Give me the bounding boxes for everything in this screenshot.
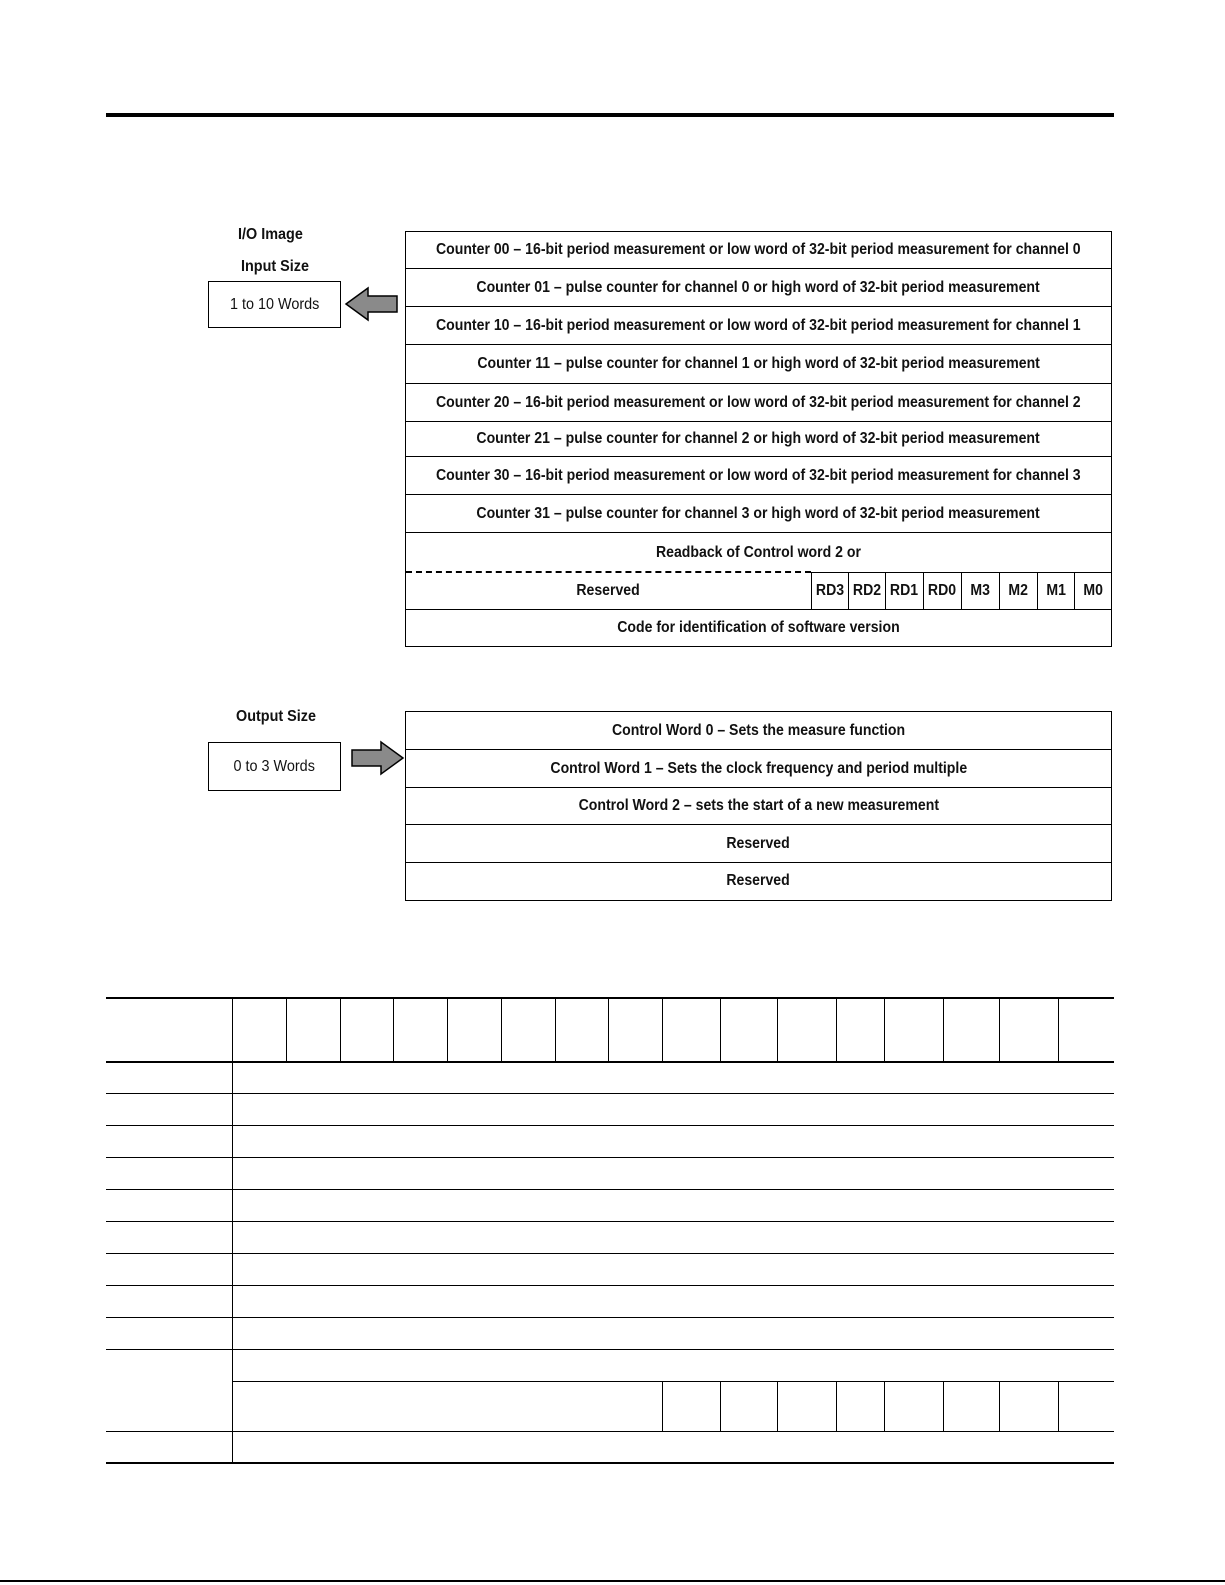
output-row-reserved-2: Reserved	[406, 862, 1111, 899]
split-row-border	[406, 532, 1111, 533]
footer-rule	[0, 1580, 1225, 1582]
output-row-control-word-2: Control Word 2 – sets the start of a new measurement	[406, 787, 1111, 824]
input-size-label: Input Size	[241, 258, 310, 275]
arrow-right-icon	[350, 740, 406, 776]
input-row-counter-31: Counter 31 – pulse counter for channel 3 or high word of 32-bit period measurement	[406, 494, 1111, 532]
input-register-map	[405, 231, 1112, 647]
bit-m0: M0	[1074, 572, 1111, 609]
input-row-counter-20: Counter 20 – 16-bit period measurement or low word of 32-bit period measurement for channel 2	[406, 383, 1111, 421]
input-row-software-version: Code for identification of software version	[406, 609, 1111, 646]
reserved-bits-text: Reserved	[576, 581, 641, 599]
header-rule	[106, 113, 1114, 117]
output-row-reserved-1: Reserved	[406, 824, 1111, 862]
input-row-counter-21: Counter 21 – pulse counter for channel 2 or high word of 32-bit period measurement	[406, 421, 1111, 456]
arrow-left-icon	[344, 286, 400, 322]
bit-rd1: RD1	[885, 572, 923, 609]
output-row-control-word-0: Control Word 0 – Sets the measure function	[611, 721, 906, 739]
bit-rd3: RD3	[811, 572, 848, 609]
input-row-counter-01: Counter 01 – pulse counter for channel 0 or high word of 32-bit period measurement	[406, 268, 1111, 306]
io-image-heading: I/O Image	[238, 226, 303, 243]
input-row-counter-30: Counter 30 – 16-bit period measurement or low word of 32-bit period measurement for channel 3	[406, 456, 1111, 494]
bit-m3: M3	[961, 572, 999, 609]
bit-m1: M1	[1037, 572, 1074, 609]
input-row-counter-11: Counter 11 – pulse counter for channel 1 or high word of 32-bit period measurement	[406, 344, 1111, 383]
output-size-label: Output Size	[236, 708, 317, 725]
bit-rd0: RD0	[923, 572, 961, 609]
input-size-box	[208, 281, 341, 328]
bit-m2: M2	[999, 572, 1037, 609]
output-size-value: 0 to 3 Words	[233, 757, 316, 775]
bit-rd2: RD2	[848, 572, 885, 609]
output-register-map	[405, 711, 1112, 901]
input-row-counter-00: Counter 00 – 16-bit period measurement or low word of 32-bit period measurement for channel 0	[436, 241, 1081, 258]
output-row-control-word-1: Control Word 1 – Sets the clock frequency and period multiple	[406, 749, 1111, 787]
readback-top-text: Readback of Control word 2 or	[656, 544, 861, 561]
input-row-counter-10: Counter 10 – 16-bit period measurement or low word of 32-bit period measurement for channel 1	[406, 306, 1111, 344]
input-size-value: 1 to 10 Words	[229, 295, 320, 313]
output-size-box	[208, 742, 341, 791]
